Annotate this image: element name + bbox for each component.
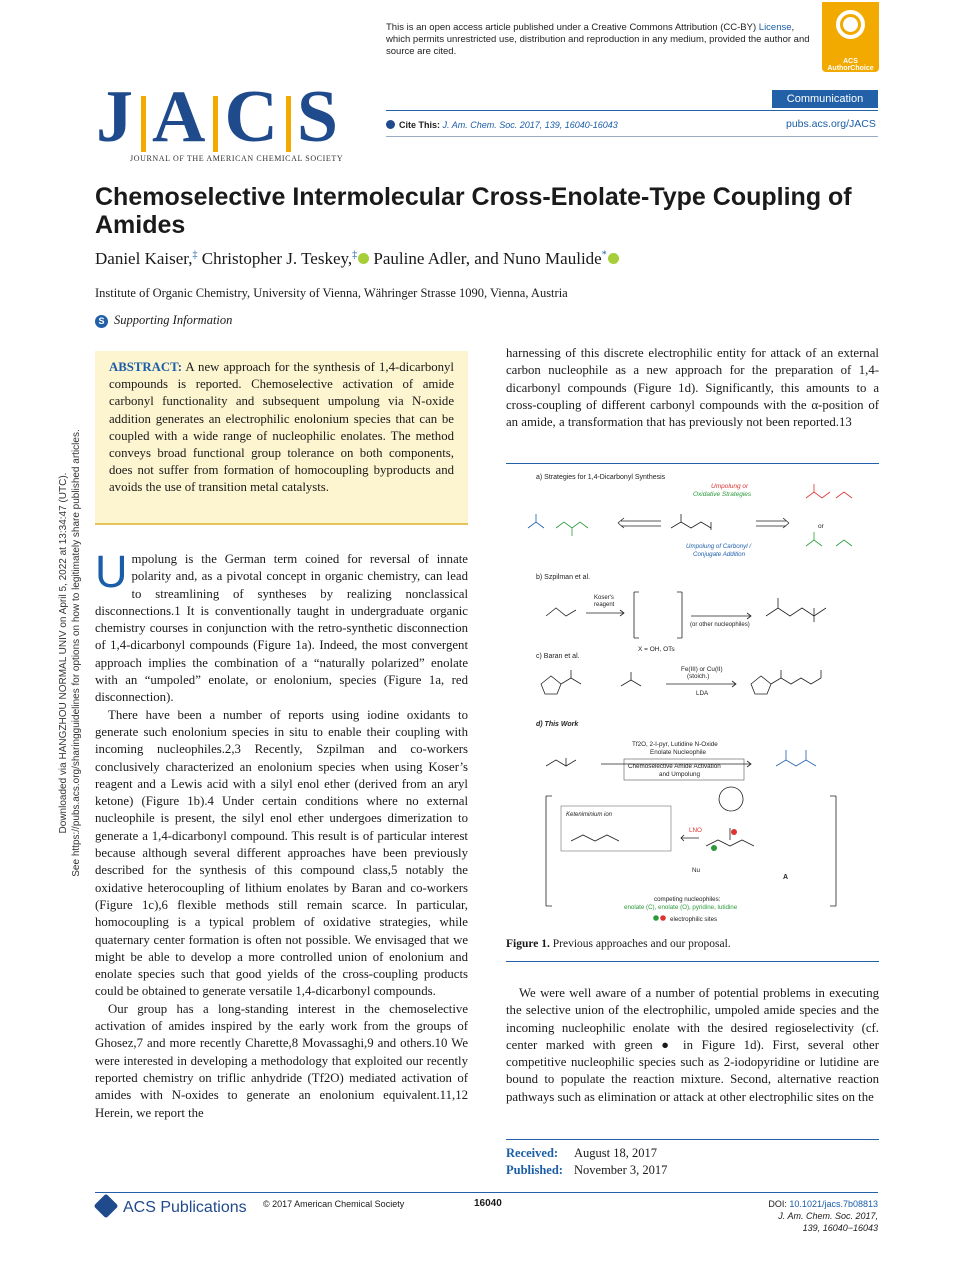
figure-caption: Figure 1. Previous approaches and our proposal. — [506, 938, 731, 950]
svg-text:Tf2O, 2-I-pyr, Lutidine N-Oxid: Tf2O, 2-I-pyr, Lutidine N-Oxide — [632, 741, 718, 748]
abstract-text: A new approach for the synthesis of 1,4-dicarbonyl compounds is reported. Chemoselective activation of amide carbonyl functionality and subsequent umpolung via N-oxide addition generates an electrophilic enolonium species that can be coupled with a wide range of nucleophilic enolates. The method conveys broad functional group tolerance on both components, does not suffer from formation of homocoupling byproducts and avoids the use of transition metal catalysts. — [109, 360, 454, 495]
panel-d-title: d) This Work — [536, 721, 579, 728]
panel-a-structures — [528, 484, 852, 546]
svg-text:Fe(III) or Cu(II): Fe(III) or Cu(II) — [681, 666, 723, 673]
svg-text:reagent: reagent — [594, 602, 615, 608]
right-column-top — [506, 345, 879, 431]
author-name[interactable]: Pauline Adler, and — [373, 249, 499, 268]
author-name[interactable]: Christopher J. Teskey, — [201, 249, 353, 268]
abstract-label: ABSTRACT: — [109, 360, 183, 374]
svg-text:(or other nucleophiles): (or other nucleophiles) — [690, 622, 750, 628]
svg-text:A: A — [783, 874, 789, 881]
page-number: 16040 — [474, 1198, 502, 1209]
doi-link[interactable]: 10.1021/jacs.7b08813 — [789, 1199, 878, 1209]
svg-text:competing nucleophiles:: competing nucleophiles: — [654, 896, 721, 903]
svg-text:electrophilic sites: electrophilic sites — [670, 916, 718, 923]
svg-text:or: or — [818, 523, 824, 530]
svg-text:Nu: Nu — [692, 867, 701, 874]
figure-1[interactable] — [506, 466, 879, 926]
paragraph: There have been a number of reports using iodine oxidants to generate such enolonium species in situ to enable their coupling with incoming nucleophiles.2,3 Recently, Szpilman and co-workers conclusively characterized an enolonium species when using Koser’s reagent and a Lewis acid with a silyl enol ether (derived from an aryl ketone) (Figure 1b).4 Under certain conditions where no external nucleophile is present, the silyl enol ether undergoes dimerization to generate a 1,4-dicarbonyl compound. This result is of particular interest because although several different approaches have been previously described for the synthesis of this compound class,5 notably the oxidative heterocoupling of lithium enolates by Baran and co-workers (Figure 1c),6 flexible methods still remain scarce. In particular, homocoupling is a typical problem of oxidative strategies, while quaternary center formation is often not possible. We envisaged that we might be able to develop a more controlled union of enolonium and enolate species such that good yields of the cross-coupling products could be obtained to generate versatile 1,4-dicarbonyl compounds. — [95, 707, 468, 999]
svg-text:Umpolung or: Umpolung or — [711, 483, 749, 490]
paragraph: mpolung is the German term coined for reversal of innate polarity and, as a pivotal concept in organic chemistry, can lead to streamlining of syntheses by realizing nonclassical disconnections.1 It is conventionally taught in undergraduate organic chemistry courses in conjunction with the retro-synthetic disconnection of 1,4-dicarbonyl compounds (Figure 1a). Indeed, the most convergent approach implies the combination of a “naturally polarized” enolate with an “umpoled” enolate, or enolonium, species (Figure 1a, red disconnection). — [95, 552, 468, 705]
journal-url[interactable]: pubs.acs.org/JACS — [786, 118, 876, 130]
acs-publications-logo[interactable]: ACS Publications — [95, 1195, 247, 1217]
svg-text:X = OH, OTs: X = OH, OTs — [638, 646, 675, 653]
svg-text:(stoich.): (stoich.) — [687, 673, 710, 680]
publication-dates: Received: August 18, 2017 Published: November 3, 2017 — [506, 1146, 668, 1177]
cite-icon — [386, 120, 395, 129]
journal-logo[interactable] — [96, 76, 381, 162]
affiliation: Institute of Organic Chemistry, University of Vienna, Währinger Strasse 1090, Vienna, Austria — [95, 286, 568, 300]
download-note: Downloaded via HANGZHOU NORMAL UNIV on April 5, 2022 at 13:34:47 (UTC). See https://pubs.acs.org/sharingguidelines for options on how to legitimately share published articles. — [58, 429, 82, 877]
left-column — [95, 546, 468, 1122]
svg-text:Chemoselective Amide Activatio: Chemoselective Amide Activation — [628, 763, 721, 770]
right-column-bottom — [506, 985, 879, 1106]
doi-block: DOI: 10.1021/jacs.7b08813 J. Am. Chem. Soc. 2017, 139, 16040−16043 — [768, 1199, 878, 1233]
cite-this[interactable]: Cite This: J. Am. Chem. Soc. 2017, 139, 16040-16043 — [386, 120, 618, 130]
open-access-note: This is an open access article published under a Creative Commons Attribution (CC-BY) License, which permits unrestricted use, distribution and reproduction in any medium, provided the author and source are cited. — [386, 22, 810, 57]
panel-b-title: b) Szpilman et al. — [536, 574, 591, 581]
paragraph: Our group has a long-standing interest in the chemoselective activation of amides inspired by the early work from the groups of Ghosez,7 and more recently Charette,8 Movassaghi,9 and others.10 We were interested in developing a methodology that exploited our recently reported chemistry on triflic anhydride (Tf2O) mediated activation of amides with N-oxides to generate an enolonium equivalent.11,12 Herein, we report the — [95, 1001, 468, 1120]
panel-b-structures — [546, 592, 826, 638]
copyright: © 2017 American Chemical Society — [263, 1199, 405, 1209]
svg-text:Oxidative Strategies: Oxidative Strategies — [693, 491, 752, 498]
svg-text:Umpolung of Carbonyl /: Umpolung of Carbonyl / — [686, 543, 752, 550]
svg-text:LNO: LNO — [689, 827, 702, 834]
svg-text:LDA: LDA — [696, 690, 709, 697]
orcid-icon[interactable] — [608, 253, 619, 264]
svg-text:and Umpolung: and Umpolung — [659, 771, 700, 778]
panel-a-title: a) Strategies for 1,4-Dicarbonyl Synthesis — [536, 474, 666, 481]
svg-text:Keteniminium ion: Keteniminium ion — [566, 812, 613, 818]
journal-letters: J A C S — [96, 76, 341, 158]
paragraph: We were well aware of a number of potential problems in executing the selective union of the electrophilic, umpoled amide species and the incoming nucleophilic enolate with the desired regioselectivity (cf. center marked with green ● in Figure 1d). First, several other competitive nucleophilic species such as 2-iodopyridine or lutidine are bound to populate the reaction mixture. Second, alternative reaction pathways such as elimination or attack at other electrophilic sites on the — [506, 986, 879, 1104]
supporting-info-icon: S — [95, 315, 108, 328]
orcid-icon[interactable] — [358, 253, 369, 264]
paragraph: harnessing of this discrete electrophilic entity for attack of an external carbon nucleophile as a new approach for the preparation of 1,4-dicarbonyl compounds (Figure 1d). Significantly, this amounts to a cross-coupling of different carbonyl compounds with the α-position of an amide, a transformation that has previously not been reported.13 — [506, 346, 879, 430]
svg-text:Conjugate Addition: Conjugate Addition — [693, 551, 746, 558]
svg-text:enolate (C), enolate (O), pyri: enolate (C), enolate (O), pyridine, lutidine — [624, 904, 738, 911]
svg-text:Koser's: Koser's — [594, 595, 614, 601]
abstract-box — [95, 351, 468, 525]
drop-cap: U — [95, 546, 128, 597]
journal-name: JOURNAL OF THE AMERICAN CHEMICAL SOCIETY — [130, 154, 344, 163]
supporting-information-link[interactable]: S Supporting Information — [95, 313, 232, 328]
author-list: Daniel Kaiser,‡ Christopher J. Teskey,‡ Pauline Adler, and Nuno Maulide* — [95, 249, 619, 269]
article-type-tag: Communication — [772, 90, 878, 108]
author-choice-badge: ACS AuthorChoice — [822, 2, 879, 72]
panel-c-title: c) Baran et al. — [536, 653, 580, 660]
panel-c-structures — [541, 670, 821, 694]
author-name[interactable]: Daniel Kaiser, — [95, 249, 193, 268]
article-title: Chemoselective Intermolecular Cross-Enolate-Type Coupling of Amides — [95, 183, 852, 239]
author-name[interactable]: Nuno Maulide — [503, 249, 602, 268]
acs-hexagon-icon — [94, 1194, 119, 1219]
svg-text:Enolate Nucleophile: Enolate Nucleophile — [650, 749, 707, 756]
license-link[interactable]: License — [758, 22, 792, 33]
